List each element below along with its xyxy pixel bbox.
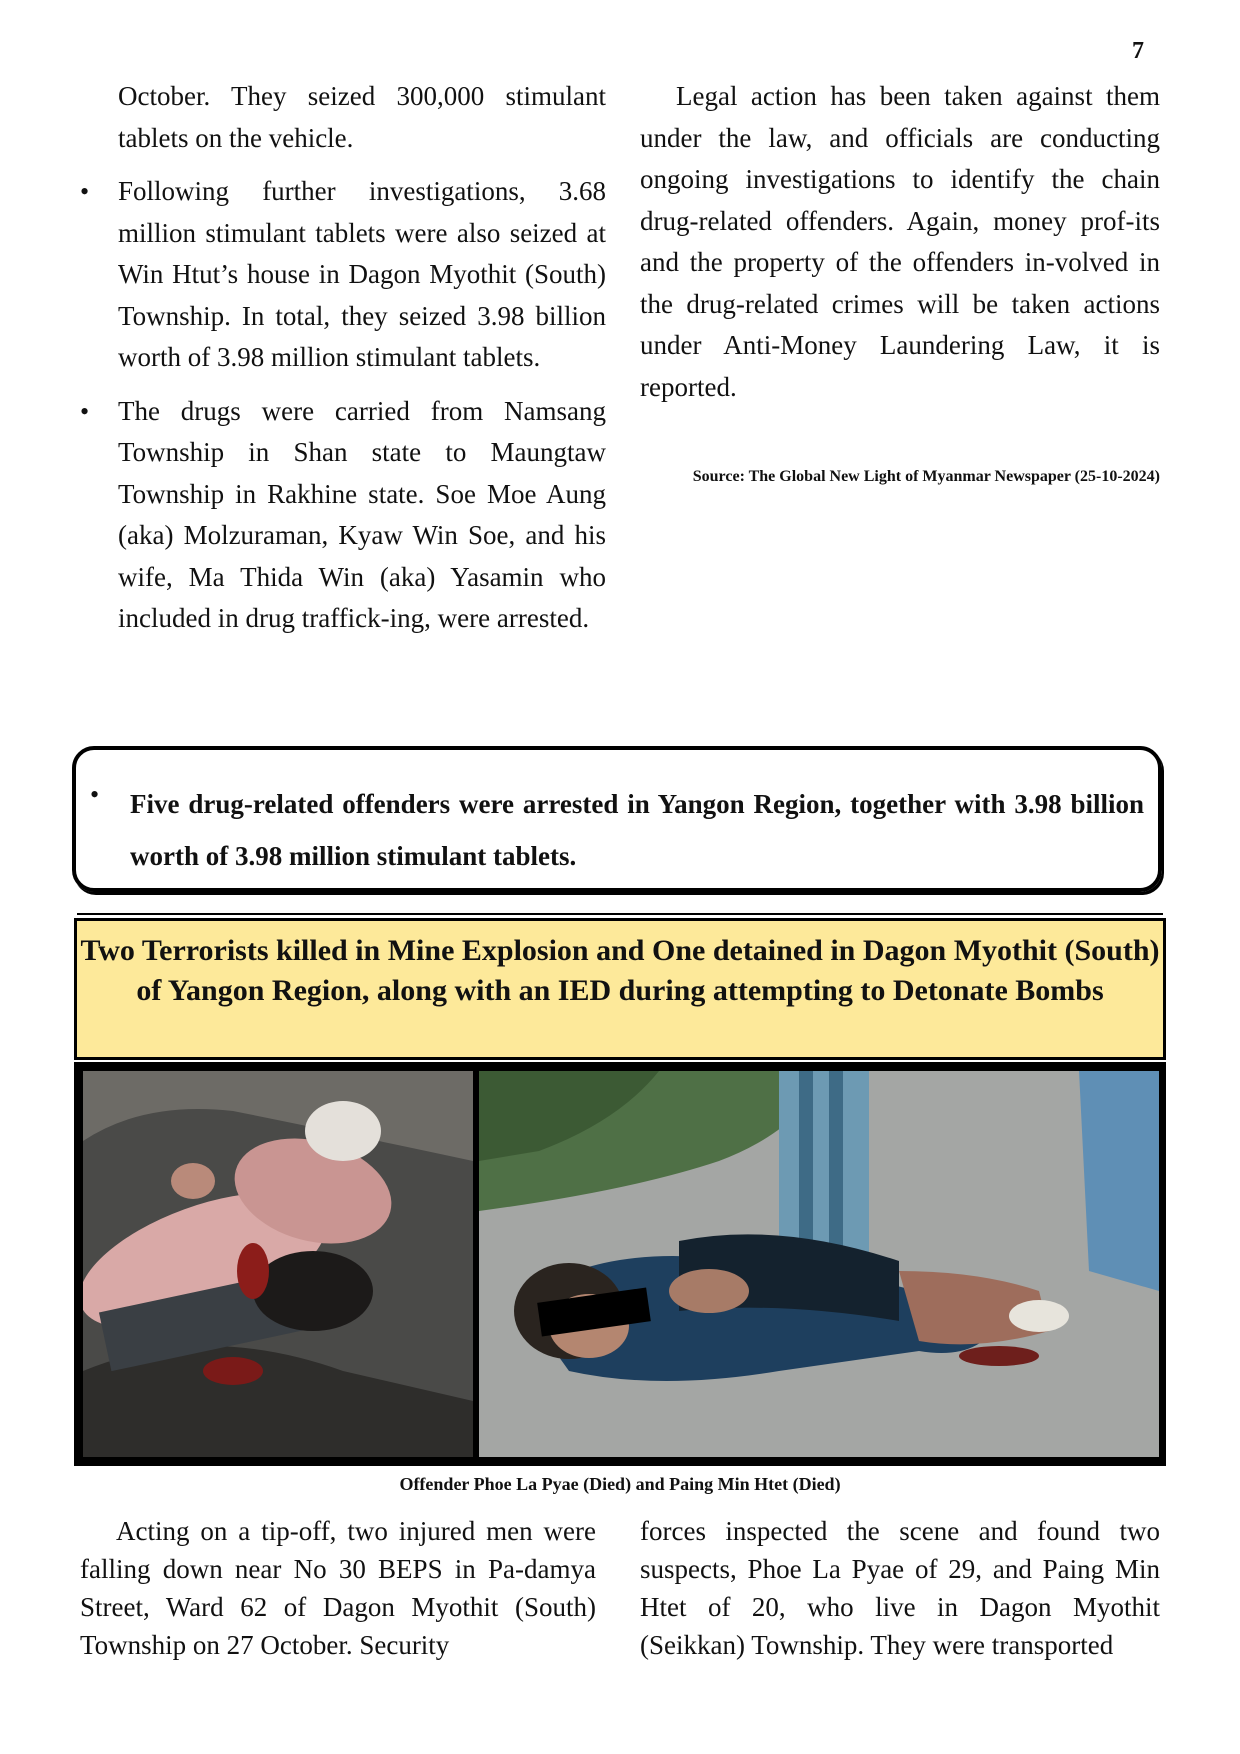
continued-paragraph: October. They seized 300,000 stimulant tablets on the vehicle.	[118, 81, 606, 153]
photo-left	[83, 1071, 473, 1457]
photo-caption: Offender Phoe La Pyae (Died) and Paing Min Htet (Died)	[399, 1474, 841, 1494]
list-item: • The drugs were carried from Namsang Township in Shan state to Maungtaw Township in Rakhine state. Soe Moe Aung (aka) Molzuraman, Kyaw Win Soe, and his wife, Ma Thida Win (aka) Yasamin who included in drug traffick-ing, were arrested.	[78, 391, 606, 640]
left-column-bottom	[80, 1512, 596, 1664]
bullet-icon: •	[90, 780, 100, 809]
left-column-top	[78, 76, 606, 652]
photo-right	[479, 1071, 1159, 1457]
right-column-top	[640, 76, 1160, 408]
highlight-box	[72, 746, 1162, 892]
victim-photo-2	[479, 1071, 1159, 1457]
source-citation: Source: The Global New Light of Myanmar Newspaper (25-10-2024)	[692, 468, 1160, 485]
right-column-bottom	[640, 1512, 1160, 1664]
photo-frame	[74, 1062, 1166, 1466]
article-paragraph-continued: forces inspected the scene and found two suspects, Phoe La Pyae of 29, and Paing Min Htet of 20, who live in Dagon Myothit (Seikkan) Township. They were transported	[640, 1516, 1160, 1660]
legal-action-paragraph: Legal action has been taken against them under the law, and officials are conducting ongoing investigations to identify the chain drug-related offenders. Again, money prof-its and the property of the offenders in-volved in the drug-related crimes will be taken actions under Anti-Money Laundering Law, it is reported.	[640, 81, 1160, 402]
page-number: 7	[1132, 38, 1144, 64]
victim-photo-1	[83, 1071, 473, 1457]
list-item: • Following further investigations, 3.68 million stimulant tablets were also seized at Win Htut’s house in Dagon Myothit (South) Township. In total, they seized 3.98 billion worth of 3.98 million stimulant tablets.	[78, 171, 606, 379]
article-paragraph: Acting on a tip-off, two injured men were falling down near No 30 BEPS in Pa-damya Street, Ward 62 of Dagon Myothit (South) Township on 27 October. Security	[80, 1516, 596, 1660]
highlight-text: Five drug-related offenders were arrested in Yangon Region, together with 3.98 billion worth of 3.98 million stimulant tablets.	[130, 789, 1144, 871]
article-headline: Two Terrorists killed in Mine Explosion and One detained in Dagon Myothit (South) of Yangon Region, along with an IED during attempting to Detonate Bombs	[74, 918, 1166, 1060]
bullet-list	[78, 171, 606, 640]
